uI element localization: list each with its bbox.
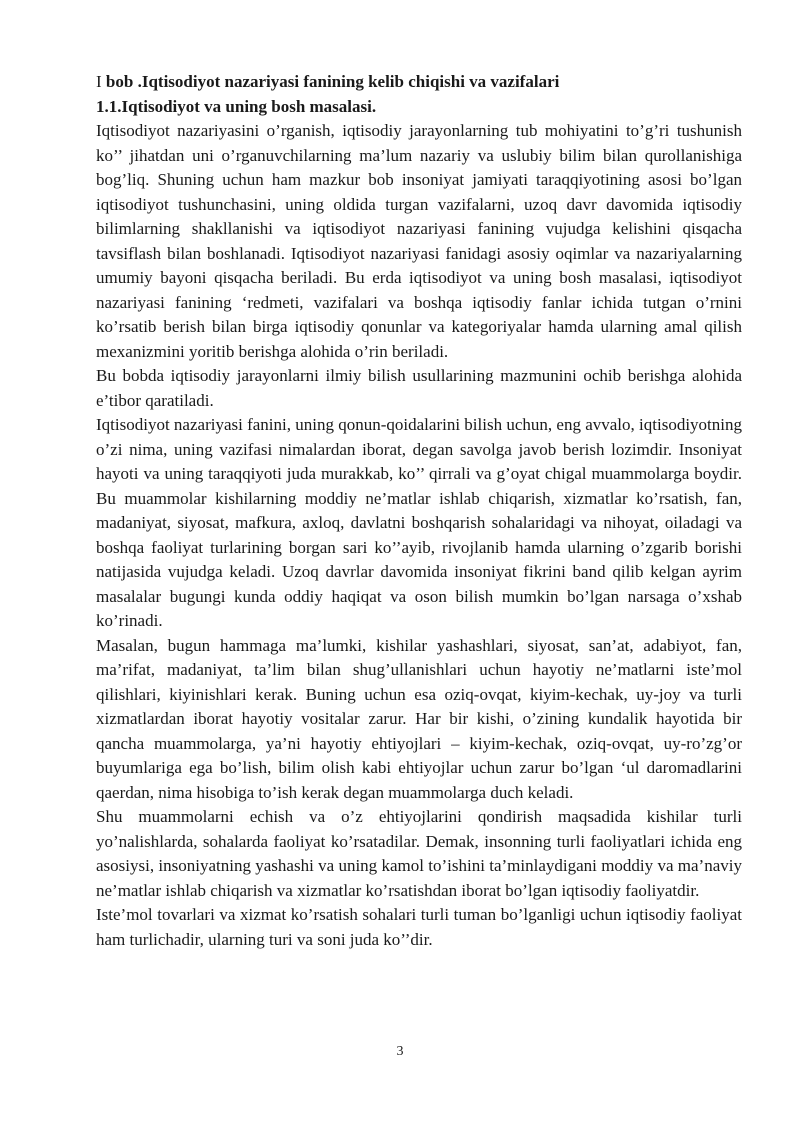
page-number: 3	[396, 1044, 404, 1059]
paragraph: Iqtisodiyot nazariyasi fanini, uning qonun-qoidalarini bilish uchun, eng avvalo, iqtisodiyotning o’zi nima, uning vazifasi nimalardan iborat, degan savolga javob berish lozimdir. Insoniyat hayoti va uning taraqqiyoti juda murakkab, ko’’ qirrali va g’oyat chigal muammolarga boydir. Bu muammolar kishilarning moddiy ne’matlar ishlab chiqarish, xizmatlar ko’rsatish, fan, madaniyat, siyosat, mafkura, axloq, davlatni boshqarish sohalaridagi va nihoyat, oiladagi va boshqa faoliyat turlarining borgan sari ko’’ayib, rivojlanib hamda ularning o’zgarib borishi natijasida vujudga keladi. Uzoq davrlar davomida insoniyat fikrini band qilib kelgan ayrim masalalar bugungi kunda oddiy haqiqat va oson bilish mumkin bo’lgan narsaga o’xshab ko’rinadi.	[96, 415, 742, 630]
paragraph: Iste’mol tovarlari va xizmat ko’rsatish sohalari turli tuman bo’lganligi uchun iqtisodiy faoliyat ham turlichadir, ularning turi va soni juda ko’’dir.	[96, 905, 742, 949]
paragraph: Masalan, bugun hammaga ma’lumki, kishilar yashashlari, siyosat, san’at, adabiyot, fan, ma’rifat, madaniyat, ta’lim bilan shug’ullanishlari uchun hayotiy ne’matlarni iste’mol qilishlari, kiyinishlari kerak. Buning uchun esa oziq-ovqat, kiyim-kechak, uy-joy va turli xizmatlardan iborat hayotiy vositalar zarur. Har bir kishi, o’zining kundalik hayotida bir qancha muammolarga, ya’ni hayotiy ehtiyojlari – kiyim-kechak, oziq-ovqat, uy-ro’zg’or buyumlariga ega bo’lish, bilim olish kabi ehtiyojlar uchun zarur bo’lgan ‘ul daromadlarini qaerdan, nima hisobiga to’ish kerak degan muammolarga duch keladi.	[96, 635, 742, 802]
paragraph: Bu bobda iqtisodiy jarayonlarni ilmiy bilish usullarining mazmunini ochib berishga alohida e’tibor qaratiladi.	[96, 366, 742, 410]
document-page	[96, 70, 742, 952]
paragraph: Iqtisodiyot nazariyasini o’rganish, iqtisodiy jarayonlarning tub mohiyatini to’g’ri tushunish ko’’ jihatdan uni o’rganuvchilarning ma’lum nazariy va uslubiy bilim bilan qurollanishiga bog’liq. Shuning uchun ham mazkur bob insoniyat jamiyati taraqqiyotining asosi bo’lgan iqtisodiyot tushunchasini, uning oldida turgan vazifalarni, uzoq davr davomida iqtisodiy bilimlarning shakllanishi va iqtisodiyot nazariyasi fanining vujudga kelishini qisqacha tavsiflash bilan boshlanadi. Iqtisodiyot nazariyasi fanidagi asosiy oqimlar va nazariyalarning umumiy bayoni qisqacha beriladi. Bu erda iqtisodiyot va uning bosh masalasi, iqtisodiyot nazariyasi fanining ‘redmeti, vazifalari va boshqa iqtisodiy fanlar ichida tutgan o’rnini ko’rsatib berish bilan birga iqtisodiy qonunlar va kategoriyalar hamda ularning amal qilish mexanizmini yoritib berishga alohida o’rin beriladi.	[96, 121, 742, 361]
chapter-prefix: I	[96, 72, 106, 91]
paragraph: Shu muammolarni echish va o’z ehtiyojlarini qondirish maqsadida kishilar turli yo’nalishlarda, sohalarda faoliyat ko’rsatadilar. Demak, insonning turli faoliyatlari ichida eng asosiysi, insoniyatning yashashi va uning kamol to’ishini ta’minlaydigani moddiy va ma’naviy ne’matlar ishlab chiqarish va xizmatlar ko’rsatishdan iborat bo’lgan iqtisodiy faoliyatdir.	[96, 807, 742, 900]
section-title: 1.1.Iqtisodiyot va uning bosh masalasi.	[96, 96, 377, 116]
chapter-heading	[96, 70, 742, 95]
chapter-title: bob .Iqtisodiyot nazariyasi fanining kelib chiqishi va vazifalari	[105, 72, 560, 91]
